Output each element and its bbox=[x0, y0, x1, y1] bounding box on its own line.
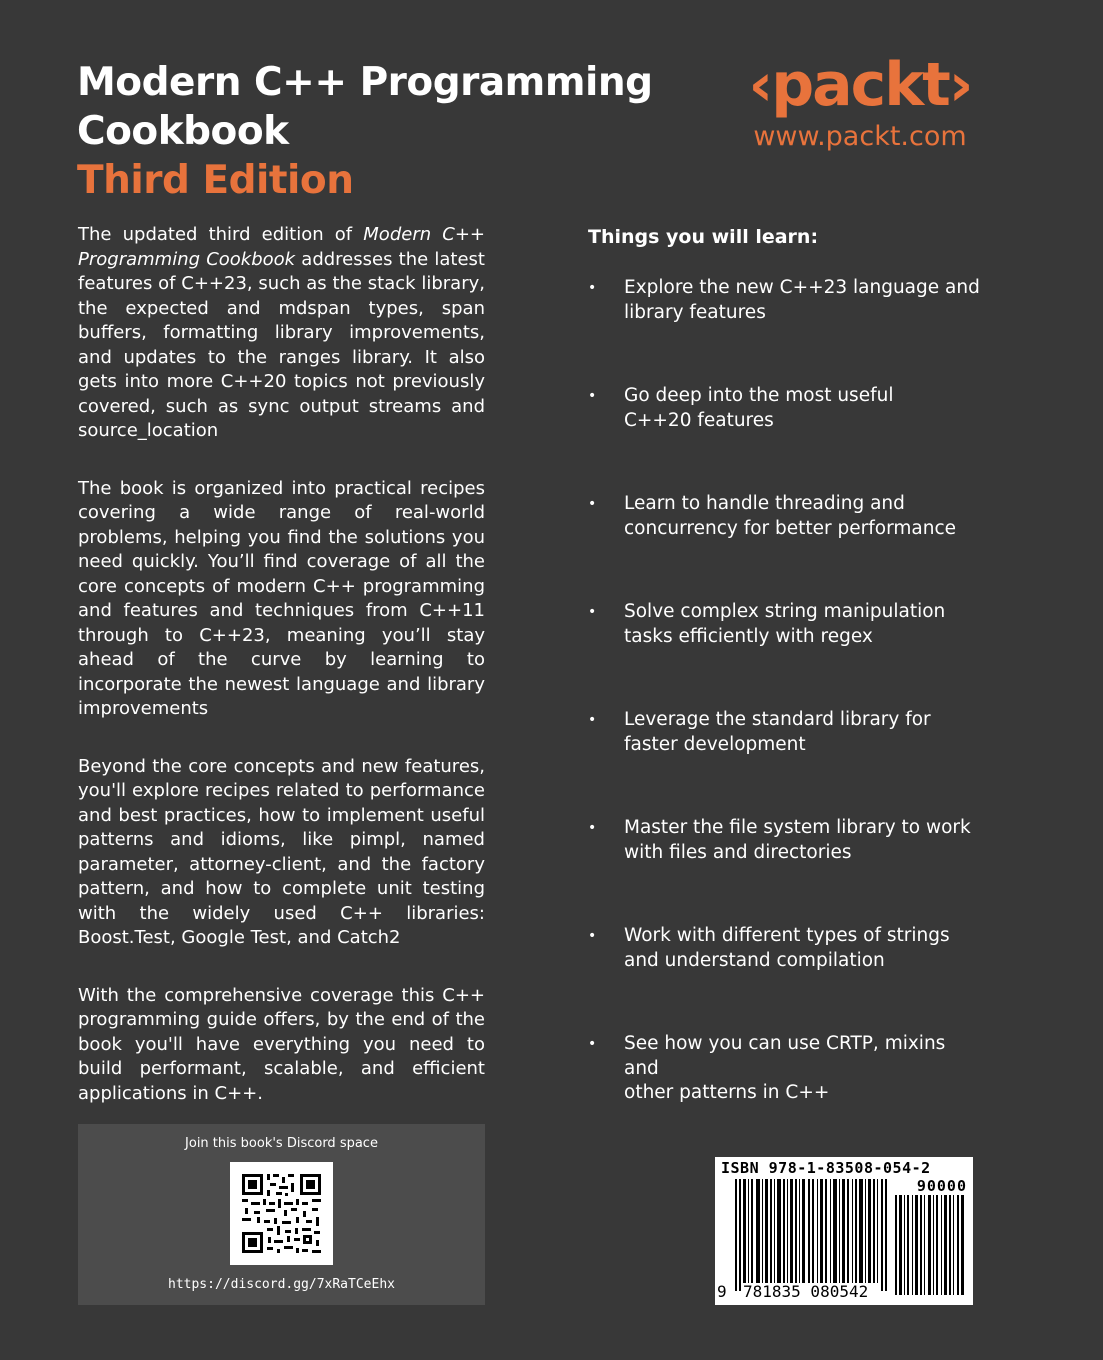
list-item-line: Work with different types of strings bbox=[624, 925, 950, 946]
bullet-icon: • bbox=[588, 928, 597, 944]
description-paragraph-3: Beyond the core concepts and new features, you'll explore recipes related to performance and best practices, how to implement useful patterns and idioms, like pimpl, named parameter, attorney-client, and the factory pattern, and how to complete unit testing with the widely used C++ libraries: Boost.Test, Google Test, and Catch2 bbox=[78, 755, 485, 948]
list-item-line: Master the file system library to work bbox=[624, 817, 971, 838]
list-item-text bbox=[624, 1032, 984, 1106]
barcode-bars-icon bbox=[735, 1179, 890, 1291]
list-item-text bbox=[624, 816, 984, 865]
list-item bbox=[588, 1032, 988, 1140]
list-item bbox=[588, 924, 988, 1032]
description-paragraph-2: The book is organized into practical recipes covering a wide range of real-world problems, helping you find the solutions you need quickly. You’ll find coverage of all the core concepts of modern C++ programming and features and techniques from C++11 through to C++23, meaning you’ll stay ahead of the curve by learning to incorporate the newest language and library improvements bbox=[78, 477, 485, 719]
list-item-line: other patterns in C++ bbox=[624, 1082, 830, 1103]
list-item bbox=[588, 492, 988, 600]
packt-wordmark: ‹packt› bbox=[748, 50, 972, 120]
bullet-icon: • bbox=[588, 388, 597, 404]
list-item-text bbox=[624, 708, 984, 757]
book-name-italic: Modern C++ Programming Cookbook bbox=[78, 224, 485, 270]
list-item-line: Solve complex string manipulation bbox=[624, 601, 946, 622]
learn-list bbox=[588, 276, 988, 1140]
isbn-barcode bbox=[715, 1157, 973, 1305]
learn-heading: Things you will learn: bbox=[588, 226, 819, 248]
bullet-icon: • bbox=[588, 280, 597, 296]
book-description bbox=[78, 223, 485, 1139]
title-line-1: Modern C++ Programming bbox=[77, 60, 653, 105]
list-item bbox=[588, 708, 988, 816]
list-item-line: with files and directories bbox=[624, 841, 852, 863]
book-title bbox=[77, 58, 653, 205]
list-item-line: and understand compilation bbox=[624, 949, 885, 971]
discord-caption: Join this book's Discord space bbox=[185, 1136, 378, 1151]
list-item-line: Learn to handle threading and bbox=[624, 493, 905, 514]
isbn-text: ISBN 978-1-83508-054-2 bbox=[721, 1159, 931, 1177]
list-item bbox=[588, 816, 988, 924]
title-line-2: Cookbook bbox=[77, 109, 289, 154]
discord-box bbox=[78, 1124, 485, 1305]
price-code: 90000 bbox=[916, 1177, 967, 1195]
bullet-icon: • bbox=[588, 496, 597, 512]
bullet-icon: • bbox=[588, 820, 597, 836]
publisher-url: www.packt.com bbox=[753, 121, 967, 152]
bullet-icon: • bbox=[588, 604, 597, 620]
list-item-line: Go deep into the most useful bbox=[624, 385, 894, 406]
barcode-digits: 781835 080542 bbox=[743, 1282, 869, 1301]
list-item-line: tasks efficiently with regex bbox=[624, 625, 873, 647]
list-item-line: concurrency for better performance bbox=[624, 517, 956, 539]
list-item-text bbox=[624, 276, 984, 325]
list-item bbox=[588, 384, 988, 492]
description-text: addresses the latest features of C++23, such as the stack library, the expected and mdspan types, span buffers, formatting library improvements, and updates to the ranges library. It also gets into more C++20 topics not previously covered, such as sync output streams and source_location bbox=[78, 248, 485, 441]
bullet-icon: • bbox=[588, 712, 597, 728]
description-paragraph-1 bbox=[78, 223, 485, 444]
list-item bbox=[588, 600, 988, 708]
list-item-text bbox=[624, 492, 984, 541]
list-item-text bbox=[624, 924, 984, 973]
list-item-line: Explore the new C++23 language and bbox=[624, 277, 980, 298]
packt-logo bbox=[745, 52, 975, 154]
list-item-line: C++20 features bbox=[624, 409, 774, 431]
list-item-line: Leverage the standard library for bbox=[624, 709, 931, 730]
description-paragraph-4: With the comprehensive coverage this C++ programming guide offers, by the end of the book you'll have everything you need to build performant, scalable, and efficient applications in C++. bbox=[78, 984, 485, 1104]
list-item-line: See how you can use CRTP, mixins and bbox=[624, 1033, 946, 1079]
barcode-first-digit: 9 bbox=[717, 1282, 727, 1301]
edition-label: Third Edition bbox=[77, 158, 354, 203]
list-item-text bbox=[624, 600, 984, 649]
description-text: The updated third edition of bbox=[78, 224, 364, 245]
discord-link[interactable]: https://discord.gg/7xRaTCeEhx bbox=[168, 1277, 395, 1292]
list-item-line: library features bbox=[624, 301, 766, 323]
list-item-text bbox=[624, 384, 984, 433]
list-item bbox=[588, 276, 988, 384]
bullet-icon: • bbox=[588, 1036, 597, 1052]
addon-barcode-icon bbox=[895, 1195, 967, 1295]
list-item-line: faster development bbox=[624, 733, 806, 755]
qr-code-icon[interactable] bbox=[230, 1162, 333, 1265]
